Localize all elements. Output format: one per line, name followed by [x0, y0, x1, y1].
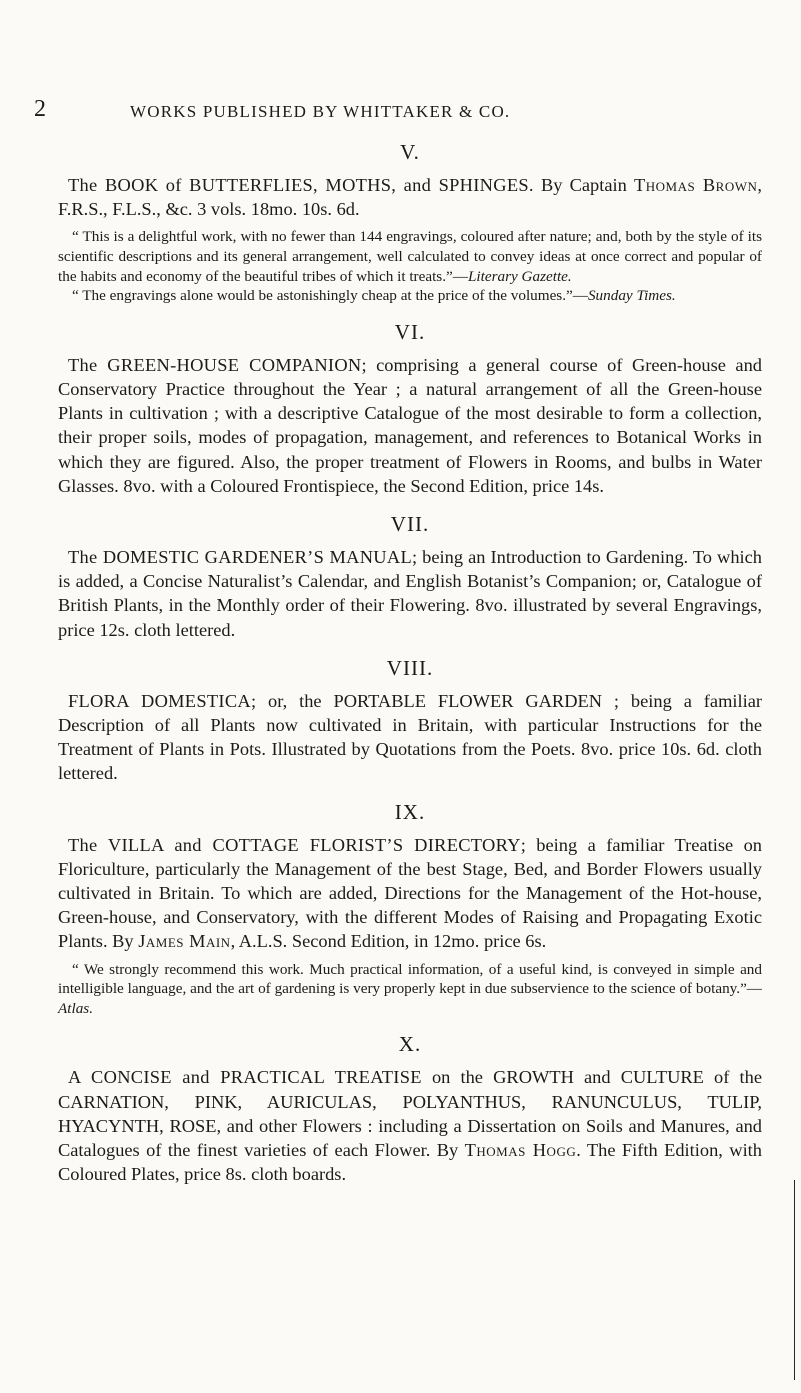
quote-source: Literary Gazette.	[467, 267, 572, 285]
quote-source: Atlas.	[58, 999, 94, 1017]
entry-description	[58, 173, 762, 221]
entry-numeral: VIII.	[386, 655, 434, 680]
entry-title: The BOOK of BUTTERFLIES, MOTHS, and SPHINGES.	[68, 175, 534, 195]
entry-description	[58, 1065, 762, 1186]
entry-title: The DOMESTIC GARDENER’S MANUAL	[68, 547, 412, 567]
review-quote	[58, 286, 762, 306]
entry-title: FLORA DOMESTICA	[68, 690, 251, 711]
entry-body-post: ; or, the PORTABLE FLOWER GARDEN ; being a familiar Description of all Plants now cultivated in Britain, with particular Instructions for the Treatment of Plants in Pots. Illustrated by Quotations from the Poets. 8vo. price 10s. 6d. cloth lettered.	[58, 690, 762, 784]
entry-body-pre: ; being a familiar Treatise on Floriculture, particularly the Management of the best Stage, Bed, and Border Flowers usually cultivated in Britain. To which are added, Directions for the Management of the Hot-house, Green-house, and Conservatory, with the different Modes of Raising and Propagating Exotic Plants. By	[58, 834, 762, 952]
entry-description	[58, 545, 762, 642]
entry-gap	[58, 786, 762, 800]
review-quote	[58, 960, 762, 1019]
entry-gap	[58, 306, 762, 320]
catalogue-entry-x	[58, 1032, 762, 1186]
entry-description	[58, 353, 762, 498]
quote-text: “ The engravings alone would be astonishingly cheap at the price of the volumes.”—	[72, 287, 588, 305]
entry-description	[58, 833, 762, 954]
page-number: 2	[34, 96, 46, 122]
entry-description	[58, 689, 762, 786]
entry-numeral: VII.	[390, 512, 430, 536]
entry-numeral: VI.	[394, 319, 426, 344]
entry-numeral: IX.	[394, 799, 426, 824]
quote-text: “ We strongly recommend this work. Much practical information, of a useful kind, is conveyed in simple and intelligible language, and the art of gardening is very properly kept in due subservience to the science of botany.”—	[58, 960, 762, 998]
entry-body-post: , F.R.S., F.L.S., &c. 3 vols. 18mo. 10s. 6d.	[58, 175, 762, 220]
entry-title: A CONCISE and PRACTICAL TREATISE	[68, 1067, 422, 1088]
entry-numeral: X.	[398, 1032, 422, 1057]
entry-title: The GREEN-HOUSE COMPANION	[68, 354, 362, 375]
catalogue-entries	[58, 140, 762, 1186]
entry-numeral: V.	[400, 140, 420, 164]
entry-author: James Main	[138, 931, 231, 952]
entry-body-pre: By Captain	[533, 175, 635, 195]
entry-body-post: , A.L.S. Second Edition, in 12mo. price 6s.	[230, 931, 547, 952]
quote-text: “ This is a delightful work, with no fewer than 144 engravings, coloured after nature; and, both by the style of its scientific descriptions and its general arrangement, well calculated to convey ideas at once correct and popular of the habits and economy of the beautiful tribes of which it treats.”—	[58, 228, 762, 285]
catalogue-entry-vi	[58, 320, 762, 498]
entry-author: Thomas Hogg	[464, 1140, 577, 1161]
catalogue-entry-viii	[58, 656, 762, 786]
entry-gap	[58, 498, 762, 512]
entry-author: Thomas Brown	[634, 175, 758, 195]
entry-gap	[58, 1018, 762, 1032]
entry-body-post: . The Fifth Edition, with Coloured Plates, price 8s. cloth boards.	[58, 1140, 762, 1185]
running-head: WORKS PUBLISHED BY WHITTAKER & CO.	[130, 102, 511, 121]
page-header	[34, 96, 767, 122]
catalogue-entry-ix	[58, 800, 762, 1019]
quote-source: Sunday Times.	[587, 287, 676, 305]
entry-body-pre: on the GROWTH and CULTURE of the CARNATION, PINK, AURICULAS, POLYANTHUS, RANUNCULUS, TULIP, HYACYNTH, ROSE, and other Flowers : including a Dissertation on Soils and Manures, and Catalogues of the finest varieties of each Flower. By	[58, 1067, 762, 1161]
entry-gap	[58, 642, 762, 656]
review-quote	[58, 227, 762, 286]
catalogue-entry-v	[58, 140, 762, 306]
page-edge-shadow	[794, 1180, 795, 1380]
entry-body-post: ; being an Introduction to Gardening. To which is added, a Concise Naturalist’s Calendar, and English Botanist’s Companion; or, Catalogue of British Plants, in the Monthly order of their Flowering. 8vo. illustrated by several Engravings, price 12s. cloth lettered.	[58, 547, 763, 640]
catalogue-entry-vii	[58, 512, 762, 642]
entry-title: The VILLA and COTTAGE FLORIST’S DIRECTORY	[68, 834, 521, 855]
entry-body-post: ; comprising a general course of Green-house and Conservatory Practice throughout the Year ; a natural arrangement of all the Green-house Plants in cultivation ; with a descriptive Catalogue of the most desirable to form a collection, their proper soils, modes of propagation, management, and references to Botanical Works in which they are figured. Also, the proper treatment of Flowers in Rooms, and bulbs in Water Glasses. 8vo. with a Coloured Frontispiece, the Second Edition, price 14s.	[58, 354, 762, 496]
